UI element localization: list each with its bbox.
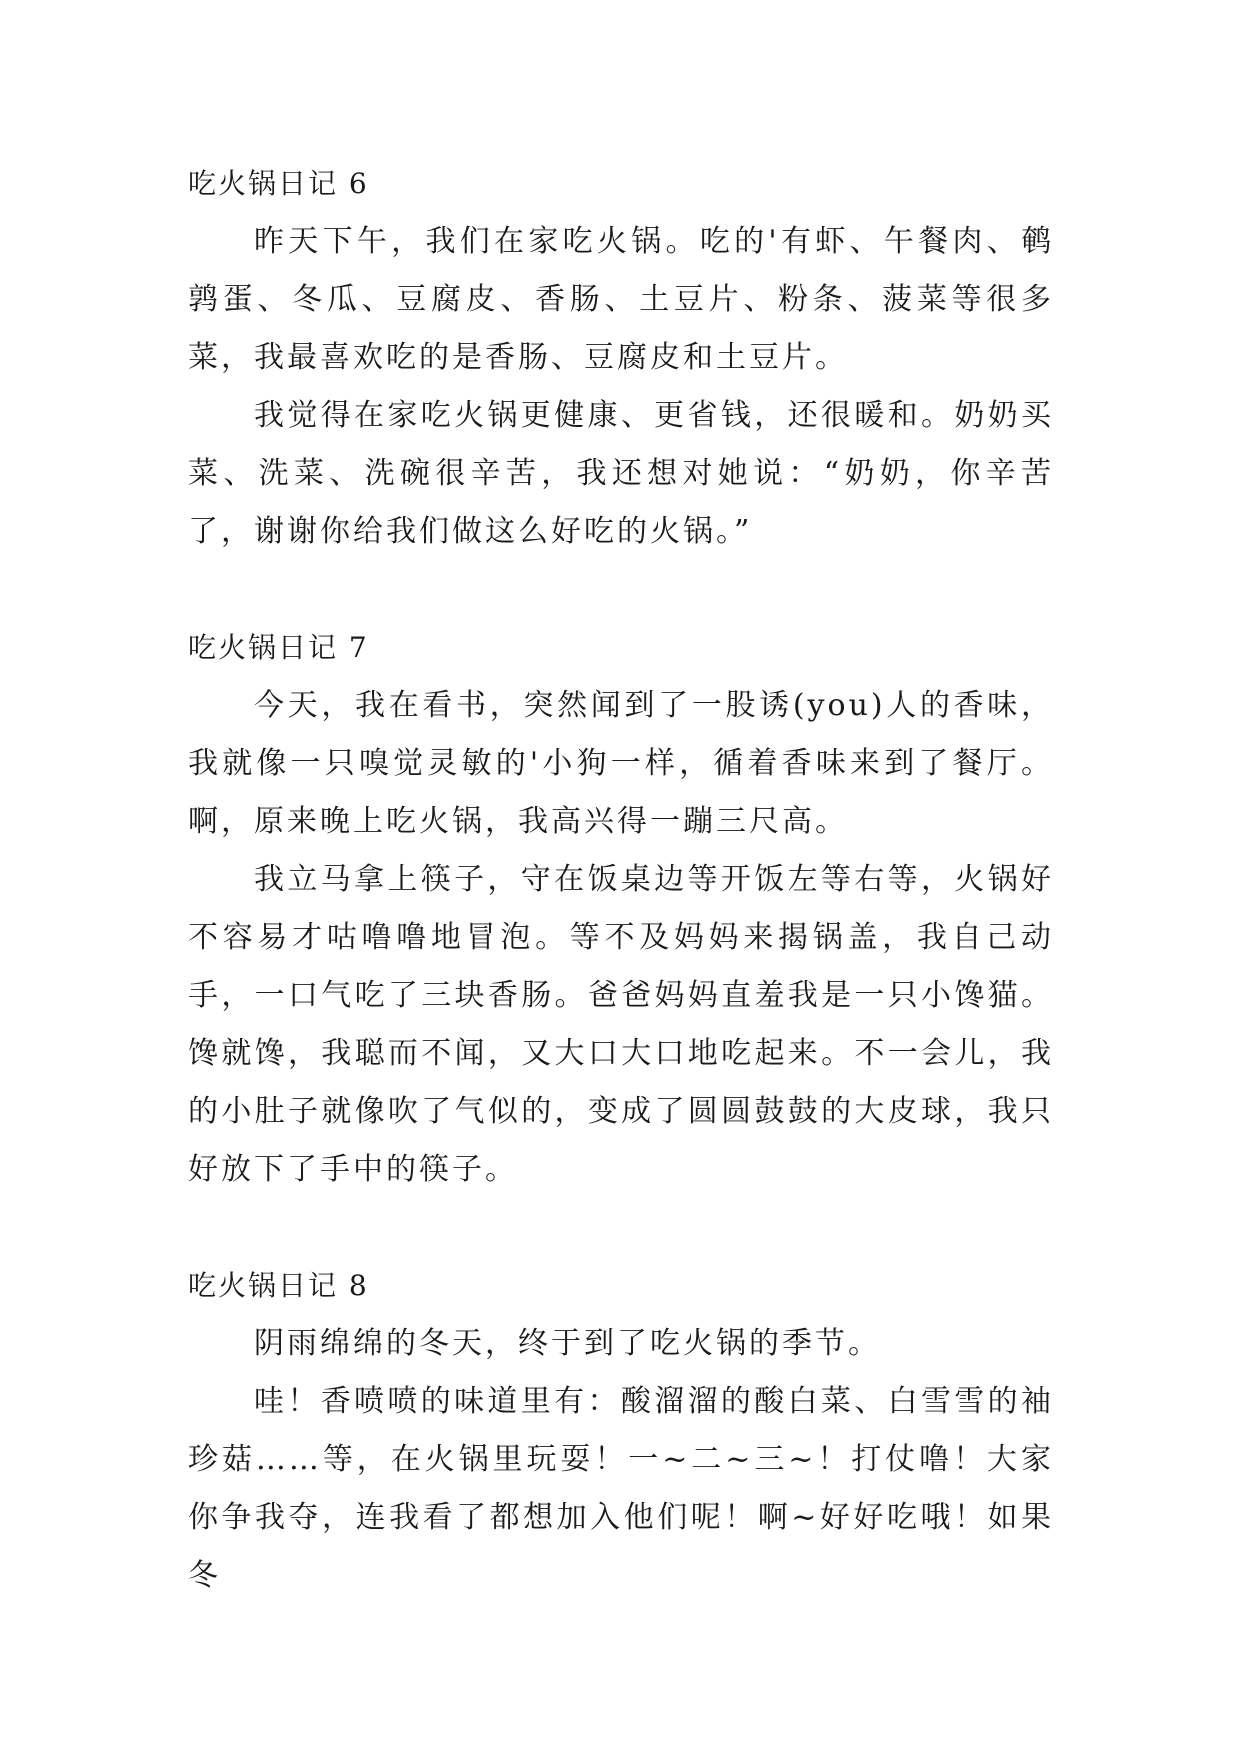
paragraph: 我立马拿上筷子，守在饭桌边等开饭左等右等，火锅好不容易才咕噜噜地冒泡。等不及妈妈来揭锅盖，我自己动手，一口气吃了三块香肠。爸爸妈妈直羞我是一只小馋猫。馋就馋，我聪而不闻，又大口大口地吃起来。不一会儿，我的小肚子就像吹了气似的，变成了圆圆鼓鼓的大皮球，我只好放下了手中的筷子。 (188, 862, 1054, 1187)
paragraph: 阴雨绵绵的冬天，终于到了吃火锅的季节。 (254, 1326, 881, 1361)
document-content (188, 155, 1054, 1605)
section-title: 吃火锅日记 7 (188, 631, 369, 664)
section-spacer (188, 1199, 1054, 1257)
diary-section-7 (188, 619, 1054, 1199)
section-title: 吃火锅日记 6 (188, 167, 369, 200)
paragraph: 昨天下午，我们在家吃火锅。吃的'有虾、午餐肉、鹌鹑蛋、冬瓜、豆腐皮、香肠、土豆片、粉条、菠菜等很多菜，我最喜欢吃的是香肠、豆腐皮和土豆片。 (188, 224, 1054, 375)
diary-section-6 (188, 155, 1054, 561)
section-spacer (188, 561, 1054, 619)
paragraph: 我觉得在家吃火锅更健康、更省钱，还很暖和。奶奶买菜、洗菜、洗碗很辛苦，我还想对她说：“奶奶，你辛苦了，谢谢你给我们做这么好吃的火锅。” (188, 398, 1054, 549)
paragraph: 今天，我在看书，突然闻到了一股诱(you)人的香味，我就像一只嗅觉灵敏的'小狗一样，循着香味来到了餐厅。啊，原来晚上吃火锅，我高兴得一蹦三尺高。 (188, 688, 1054, 839)
paragraph: 哇！香喷喷的味道里有：酸溜溜的酸白菜、白雪雪的袖珍菇……等，在火锅里玩耍！一~二~三~！打仗噜！大家你争我夺，连我看了都想加入他们呢！啊~好好吃哦！如果冬 (188, 1384, 1054, 1593)
diary-section-8 (188, 1257, 1054, 1605)
section-title: 吃火锅日记 8 (188, 1269, 369, 1302)
